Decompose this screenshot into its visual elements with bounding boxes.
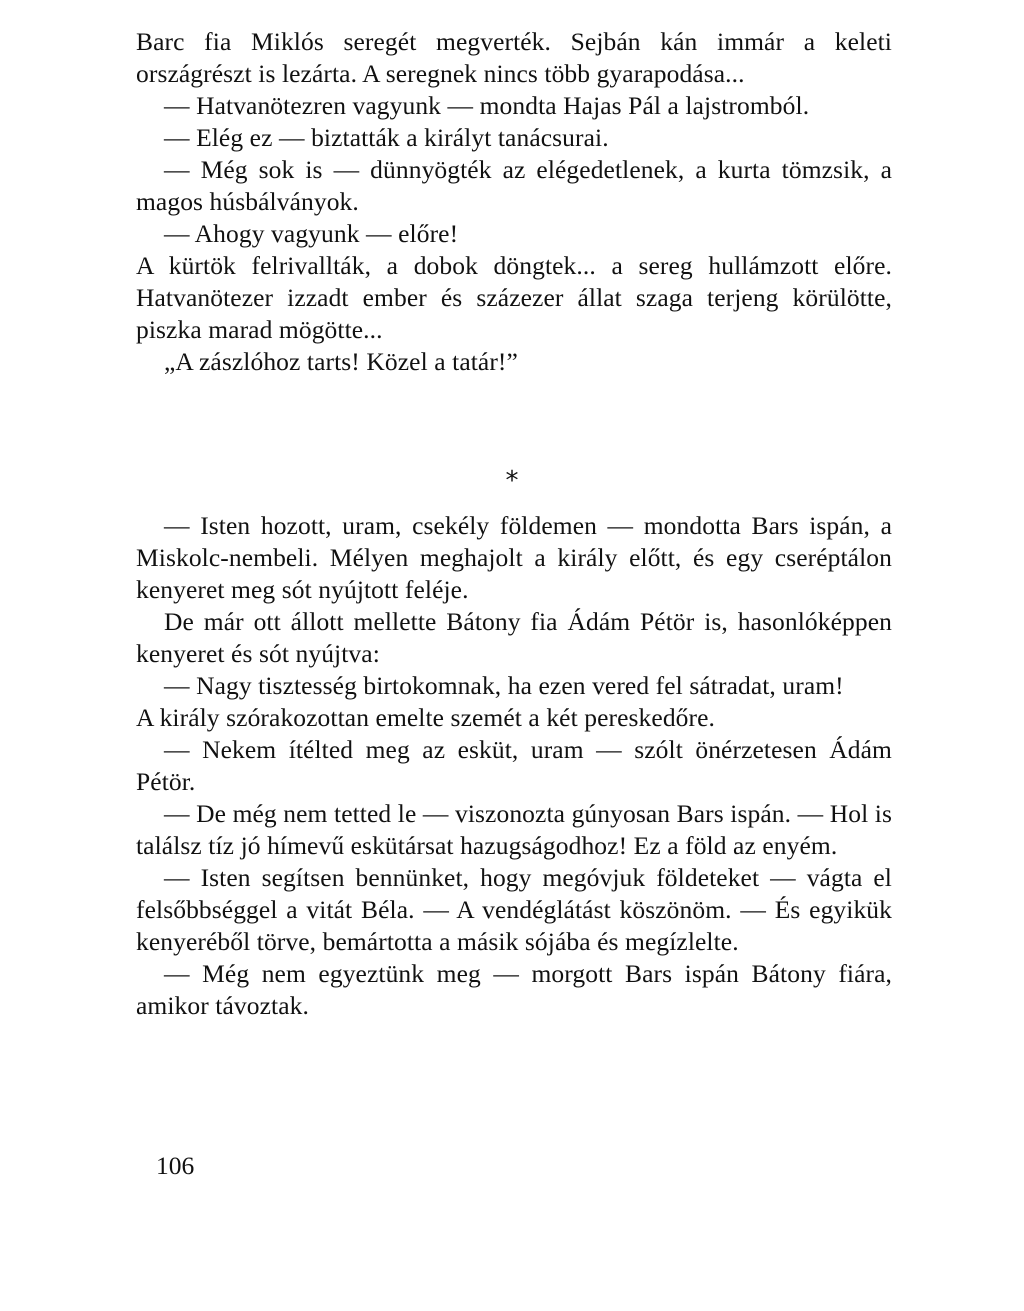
- paragraph: — De még nem tetted le — viszonozta gúnyosan Bars ispán. — Hol is találsz tíz jó hímevű eskütársat hazugságodhoz! Ez a föld az enyém.: [136, 799, 892, 860]
- paragraph: A kürtök felrivallták, a dobok döngtek... a sereg hullámzott előre. Hatvanötezer izzadt ember és százezer állat szaga terjeng körülötte, piszka marad mögötte...: [136, 251, 892, 344]
- paragraph: — Hatvanötezren vagyunk — mondta Hajas Pál a lajstromból.: [164, 91, 810, 120]
- page-number: 106: [156, 1151, 195, 1180]
- text-section-1: [136, 26, 892, 378]
- paragraph: — Még sok is — dünnyögték az elégedetlenek, a kurta tömzsik, a magos húsbálványok.: [136, 155, 892, 216]
- text-section-2: [136, 510, 892, 1022]
- paragraph: — Még nem egyeztünk meg — morgott Bars ispán Bátony fiára, amikor távoztak.: [136, 959, 892, 1020]
- paragraph: „A zászlóhoz tarts! Közel a tatár!”: [164, 347, 518, 376]
- paragraph: — Isten segítsen bennünket, hogy megóvjuk földeteket — vágta el felsőbbséggel a vitát Béla. — A vendéglátást köszönöm. — És egyikük kenyeréből törve, bemártotta a másik sójába és megízlelte.: [136, 863, 892, 956]
- paragraph: A király szórakozottan emelte szemét a két pereskedőre.: [136, 703, 716, 732]
- paragraph: De már ott állott mellette Bátony fia Ádám Pétör is, hasonlóképpen kenyeret és sót nyújtva:: [136, 607, 892, 668]
- paragraph: — Nekem ítélted meg az esküt, uram — szólt önérzetesen Ádám Pétör.: [136, 735, 892, 796]
- paragraph: — Ahogy vagyunk — előre!: [164, 219, 459, 248]
- paragraph: — Elég ez — biztatták a királyt tanácsurai.: [164, 123, 609, 152]
- paragraph: Barc fia Miklós seregét megverték. Sejbán kán immár a keleti országrészt is lezárta. A seregnek nincs több gyarapodása...: [136, 27, 892, 88]
- section-separator: *: [505, 466, 519, 496]
- paragraph: — Nagy tisztesség birtokomnak, ha ezen vered fel sátradat, uram!: [164, 671, 844, 700]
- paragraph: — Isten hozott, uram, csekély földemen — mondotta Bars ispán, a Miskolc-nembeli. Mélyen meghajolt a király előtt, és egy cseréptálon kenyeret meg sót nyújtott feléje.: [136, 511, 892, 604]
